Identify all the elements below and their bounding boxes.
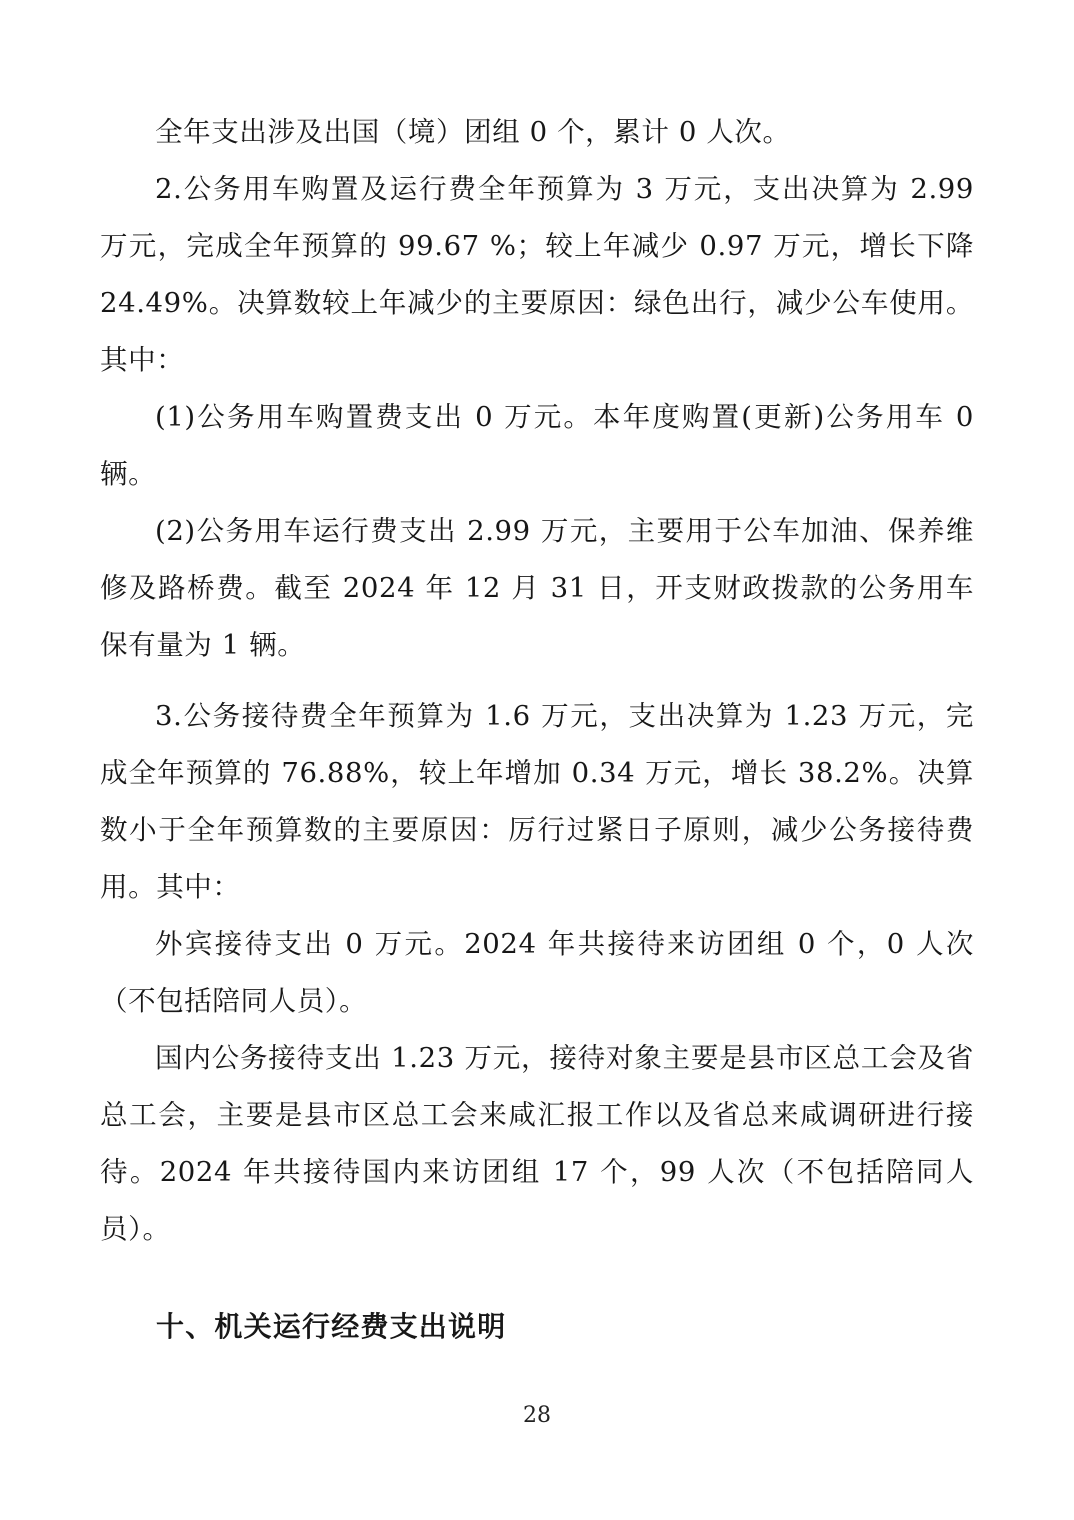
page-number: 28 <box>523 1403 551 1428</box>
paragraph-reception-summary: 3.公务接待费全年预算为 1.6 万元，支出决算为 1.23 万元，完成全年预算的 76.88%，较上年增加 0.34 万元，增长 38.2%。决算数小于全年预算数的主要原因：厉行过紧日子原则，减少公务接待费用。其中： <box>100 700 974 903</box>
paragraph-vehicle-summary: 2.公务用车购置及运行费全年预算为 3 万元，支出决算为 2.99 万元，完成全年预算的 99.67 %；较上年减少 0.97 万元，增长下降 24.49%。决算数较上年减少的主要原因：绿色出行，减少公车使用。其中： <box>100 173 974 376</box>
paragraph-foreign-reception: 外宾接待支出 0 万元。2024 年共接待来访团组 0 个，0 人次（不包括陪同人员）。 <box>100 928 974 1017</box>
paragraph-vehicle-purchase: (1)公务用车购置费支出 0 万元。本年度购置(更新)公务用车 0 辆。 <box>100 401 974 490</box>
paragraph-overseas-groups: 全年支出涉及出国（境）团组 0 个，累计 0 人次。 <box>155 116 791 148</box>
paragraph-domestic-reception: 国内公务接待支出 1.23 万元，接待对象主要是县市区总工会及省总工会，主要是县市区总工会来咸汇报工作以及省总来咸调研进行接待。2024 年共接待国内来访团组 17 个，99 人次（不包括陪同人员）。 <box>100 1042 974 1245</box>
document-body <box>100 104 974 1355</box>
section-heading-operating-expenses: 十、机关运行经费支出说明 <box>156 1310 507 1343</box>
paragraph-vehicle-operation: (2)公务用车运行费支出 2.99 万元，主要用于公车加油、保养维修及路桥费。截至 2024 年 12 月 31 日，开支财政拨款的公务用车保有量为 1 辆。 <box>100 515 974 661</box>
